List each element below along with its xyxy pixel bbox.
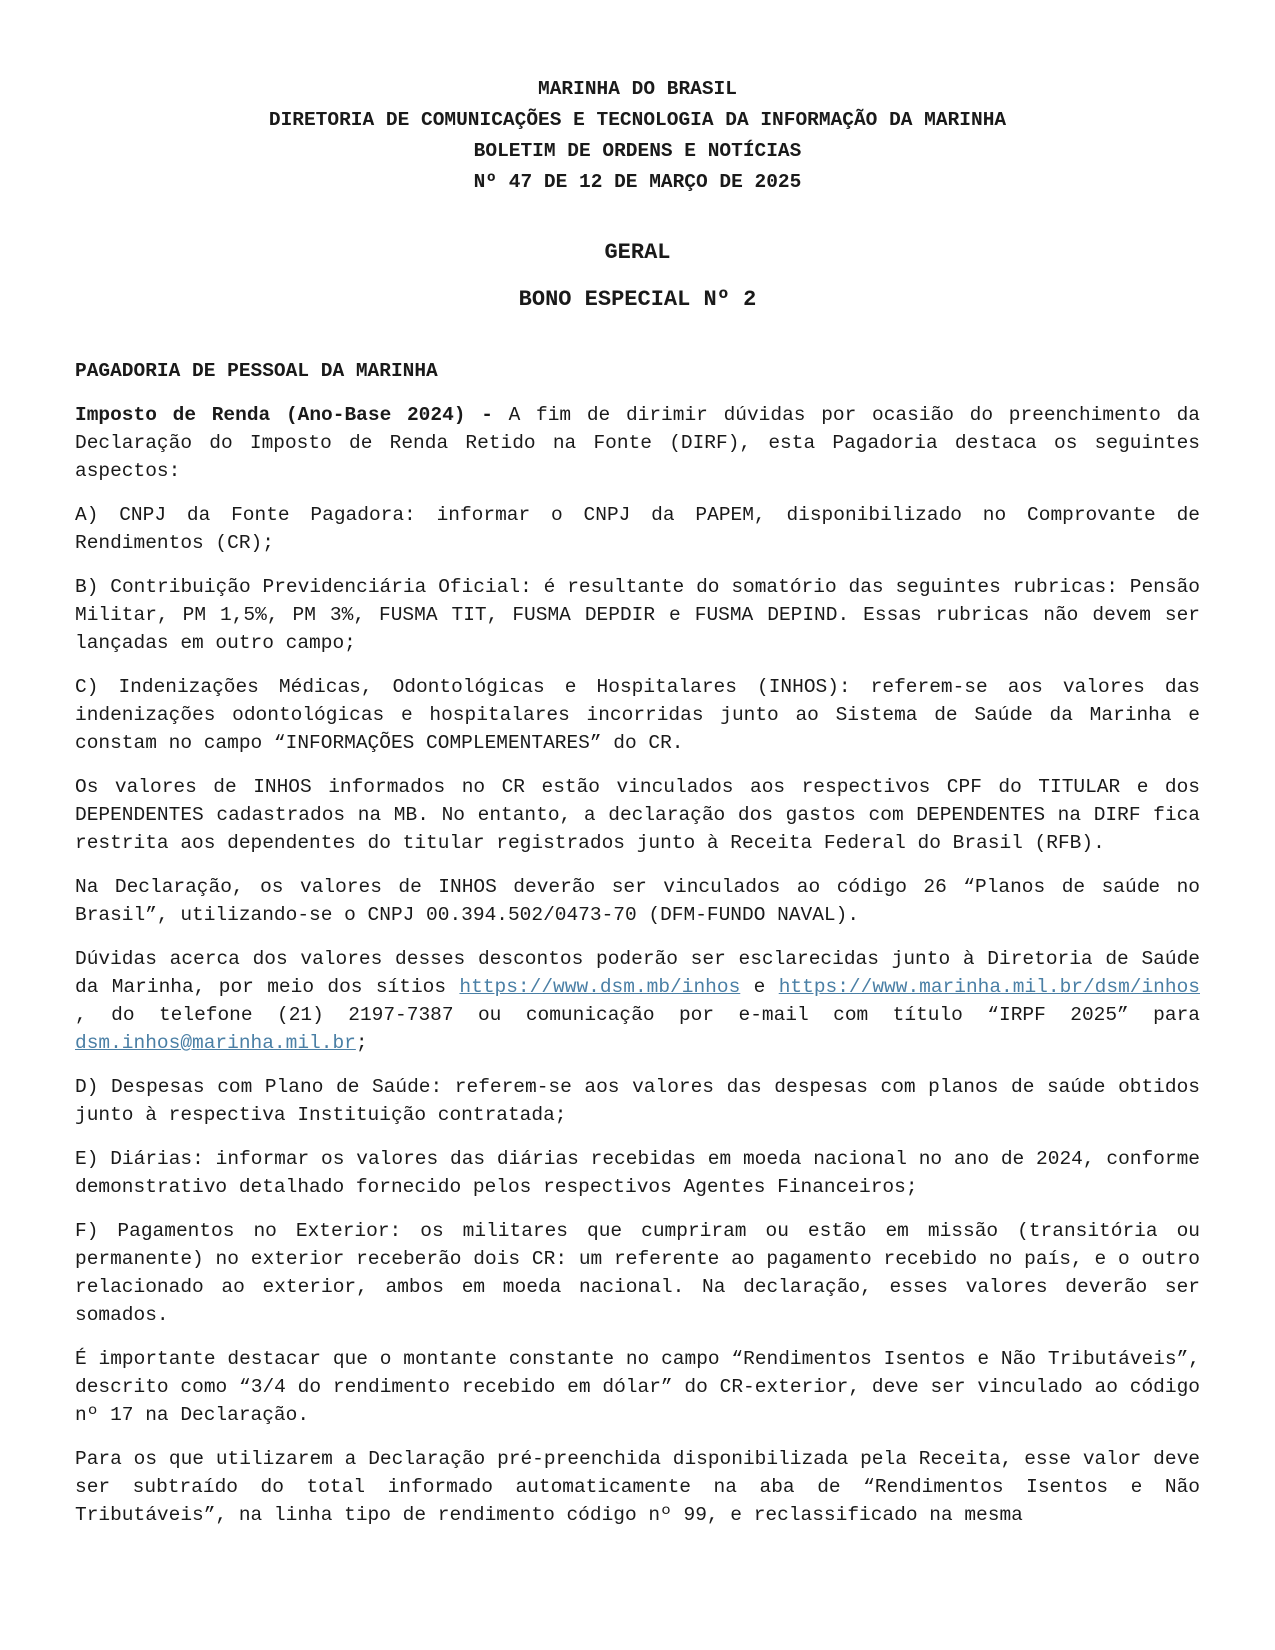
paragraph-inhos-cpf: Os valores de INHOS informados no CR estão vinculados aos respectivos CPF do TITULAR e dos DEPENDENTES cadastrados na MB. No entanto, a declaração dos gastos com DEPENDENTES na DIRF fica restrita aos dependentes do titular registrados junto à Receita Federal do Brasil (RFB).: [75, 776, 1200, 854]
header-org: MARINHA DO BRASIL: [538, 78, 737, 100]
header-number-date: Nº 47 DE 12 DE MARÇO DE 2025: [473, 171, 802, 193]
header-bulletin: BOLETIM DE ORDENS E NOTÍCIAS: [473, 140, 802, 162]
document-page: [75, 74, 1200, 1529]
paragraph-pre-preenchida: Para os que utilizarem a Declaração pré-preenchida disponibilizada pela Receita, esse valor deve ser subtraído do total informado automaticamente na aba de “Rendimentos Isentos e Não Tributáveis”, na linha tipo de rendimento código nº 99, e reclassificado na mesma: [75, 1448, 1200, 1526]
title-geral: GERAL: [604, 240, 671, 265]
paragraph-d: D) Despesas com Plano de Saúde: referem-se aos valores das despesas com planos de saúde obtidos junto à respectiva Instituição contratada;: [75, 1076, 1200, 1126]
intro-lead: Imposto de Renda (Ano-Base 2024) -: [75, 404, 493, 426]
title-bono: BONO ESPECIAL Nº 2: [518, 287, 757, 312]
paragraph-a: A) CNPJ da Fonte Pagadora: informar o CNPJ da PAPEM, disponibilizado no Comprovante de Rendimentos (CR);: [75, 504, 1200, 554]
paragraph-c: C) Indenizações Médicas, Odontológicas e Hospitalares (INHOS): referem-se aos valores das indenizações odontológicas e hospitalares incorridas junto ao Sistema de Saúde da Marinha e constam no campo “INFORMAÇÕES COMPLEMENTARES” do CR.: [75, 676, 1200, 754]
intro-text: A fim de dirimir dúvidas por ocasião do preenchimento da Declaração do Imposto de Renda Retido na Fonte (DIRF), esta Pagadoria destaca os seguintes aspectos:: [75, 404, 1200, 482]
section-title: PAGADORIA DE PESSOAL DA MARINHA: [75, 360, 438, 382]
paragraph-inhos-codigo: Na Declaração, os valores de INHOS deverão ser vinculados ao código 26 “Planos de saúde no Brasil”, utilizando-se o CNPJ 00.394.502/0473-70 (DFM-FUNDO NAVAL).: [75, 876, 1200, 926]
duvidas-text-3: , do telefone (21) 2197-7387 ou comunicação por e-mail com título “IRPF 2025” para: [75, 1004, 1200, 1026]
paragraph-b: B) Contribuição Previdenciária Oficial: é resultante do somatório das seguintes rubricas: Pensão Militar, PM 1,5%, PM 3%, FUSMA TIT, FUSMA DEPDIR e FUSMA DEPIND. Essas rubricas não devem ser lançadas em outro campo;: [75, 576, 1200, 654]
duvidas-text-2: e: [740, 976, 779, 998]
intro-paragraph: [75, 401, 1200, 485]
link-dsm-mb-inhos[interactable]: https://www.dsm.mb/inhos: [459, 976, 741, 998]
email-link[interactable]: dsm.inhos@marinha.mil.br: [75, 1032, 356, 1054]
duvidas-text-4: ;: [355, 1032, 368, 1054]
link-marinha-dsm-inhos[interactable]: https://www.marinha.mil.br/dsm/inhos: [778, 976, 1200, 998]
duvidas-text-1: Dúvidas acerca dos valores desses descontos poderão ser esclarecidas junto à Diretoria de Saúde da Marinha, por meio dos sítios: [75, 948, 1200, 998]
paragraph-f: F) Pagamentos no Exterior: os militares que cumpriram ou estão em missão (transitória ou permanente) no exterior receberão dois CR: um referente ao pagamento recebido no país, e o outro relacionado ao exterior, ambos em moeda nacional. Na declaração, esses valores deverão ser somados.: [75, 1220, 1200, 1326]
paragraph-e: E) Diárias: informar os valores das diárias recebidas em moeda nacional no ano de 2024, conforme demonstrativo detalhado fornecido pelos respectivos Agentes Financeiros;: [75, 1148, 1200, 1198]
document-header: [75, 74, 1200, 198]
header-directorate: DIRETORIA DE COMUNICAÇÕES E TECNOLOGIA DA INFORMAÇÃO DA MARINHA: [268, 109, 1007, 131]
paragraph-importante: É importante destacar que o montante constante no campo “Rendimentos Isentos e Não Tributáveis”, descrito como “3/4 do rendimento recebido em dólar” do CR-exterior, deve ser vinculado ao código nº 17 na Declaração.: [75, 1348, 1200, 1426]
paragraph-duvidas: [75, 945, 1200, 1057]
